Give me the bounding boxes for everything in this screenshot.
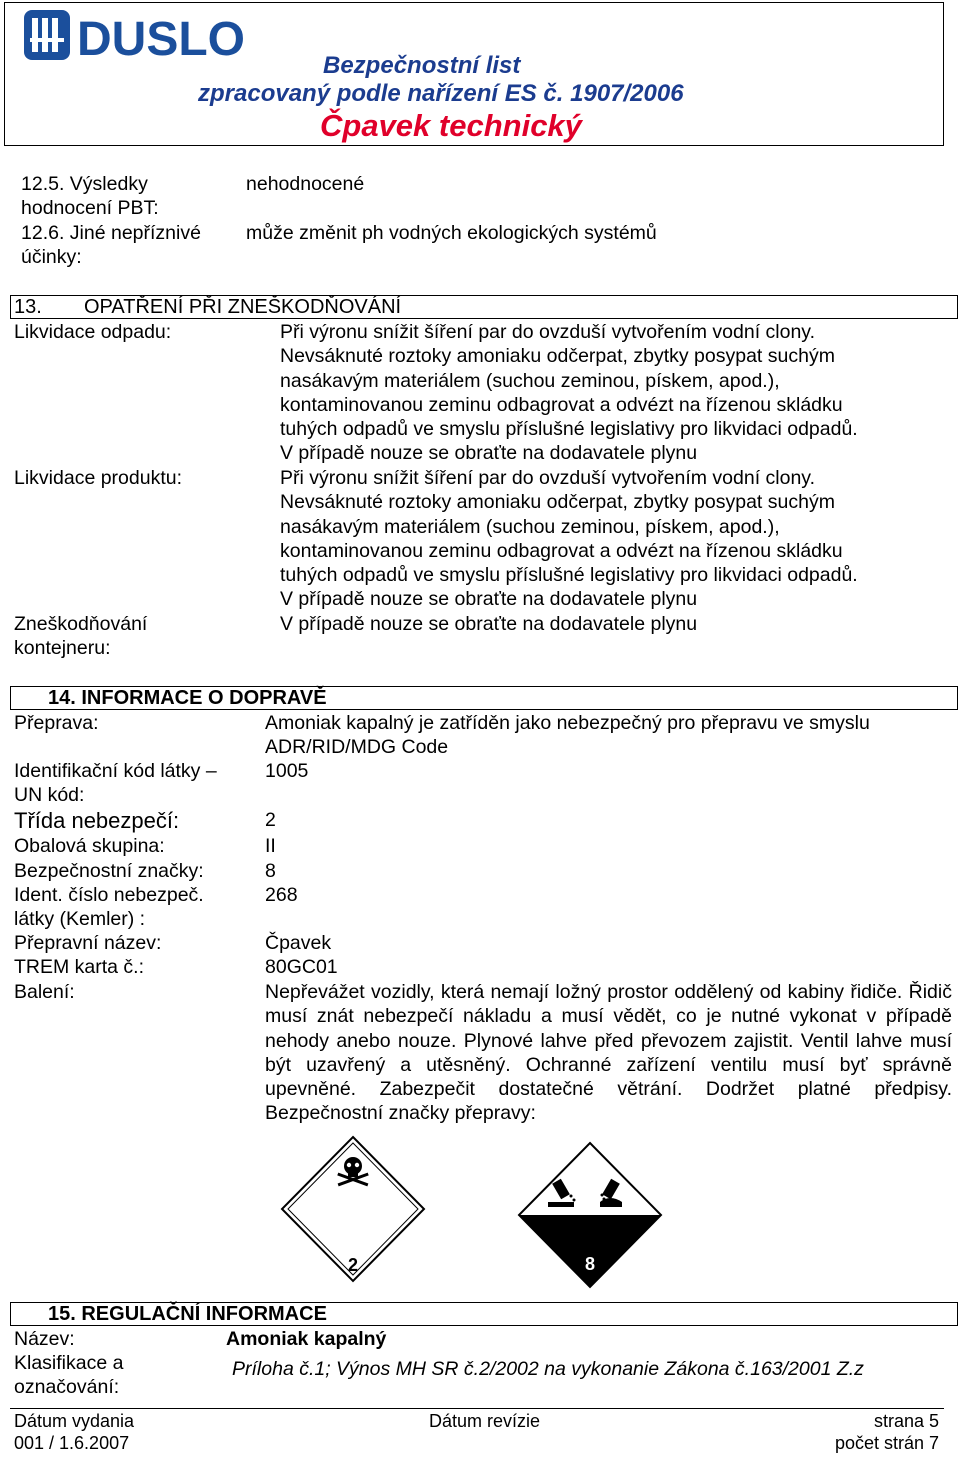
svg-text:DUSLO: DUSLO: [77, 13, 245, 66]
section-14-title: 14. INFORMACE O DOPRAVĚ: [48, 687, 327, 709]
transport-value-l2: ADR/RID/MDG Code: [265, 736, 449, 758]
transport-label: Přeprava:: [14, 712, 99, 734]
packing-text: Nepřevážet vozidly, která nemají ložný prostor oddělený od kabiny řidiče. Řidič musí znát nebezpečí nákladu a musí vědět, co je nutné vykonat v případě nehody anebo nouze. Plynové lahve před převozem zajistit. Ventil lahve musí být uzavřený a utěsněný. Ochranné zařízení ventilu musí byť správně upevněné. Zabezpečit dostatečné větrání. Dodržet platné předpisy. Bezpečnostní značky přepravy:: [265, 981, 952, 1125]
product-title: Čpavek technický: [320, 108, 582, 143]
waste-label: Likvidace odpadu:: [14, 321, 172, 343]
corrosive-label-icon: [516, 1140, 664, 1290]
product-line: Nevsáknuté roztoky amoniaku odčerpat, zbytky posypat suchým: [280, 491, 835, 514]
un-value: 1005: [265, 760, 309, 782]
toxic-gas-label-icon: [279, 1134, 427, 1284]
doc-subtitle: zpracovaný podle nařízení ES č. 1907/2006: [198, 80, 684, 107]
pbt-label-l2: hodnocení PBT:: [21, 197, 159, 219]
waste-line: kontaminovanou zeminu odbagrovat a odvézt na řízenou skládku: [280, 393, 843, 416]
other-effects-label-l2: účinky:: [21, 246, 82, 268]
classification-label-l1: Klasifikace a: [14, 1352, 124, 1374]
pbt-label-l1: 12.5. Výsledky: [21, 173, 148, 195]
product-line: V případě nouze se obraťte na dodavatele plynu: [280, 588, 698, 611]
section-15-title: 15. REGULAČNÍ INFORMACE: [48, 1303, 327, 1325]
issue-date-value: 001 / 1.6.2007: [14, 1433, 130, 1453]
other-effects-value: může změnit ph vodných ekologických systémů: [246, 222, 657, 244]
shipping-name-label: Přepravní název:: [14, 932, 162, 954]
duslo-logo: [22, 8, 245, 66]
waste-line: nasákavým materiálem (suchou zeminou, pískem, apod.),: [280, 369, 780, 392]
product-disposal-text: [280, 466, 858, 612]
container-label-l1: Zneškodňování: [14, 613, 148, 635]
trem-label: TREM karta č.:: [14, 956, 145, 978]
page-count: počet strán 7: [834, 1433, 939, 1453]
page-number: strana 5: [873, 1411, 939, 1431]
section-13-title: OPATŘENÍ PŘI ZNEŠKODŇOVÁNÍ: [84, 296, 402, 318]
waste-line: Při výronu snížit šíření par do ovzduší vytvořením vodní clony.: [280, 321, 816, 343]
safety-signs-value: 8: [265, 860, 276, 882]
kemler-value: 268: [265, 884, 298, 906]
container-label-l2: kontejneru:: [14, 637, 111, 659]
pbt-value: nehodnocené: [246, 173, 365, 195]
waste-text: [280, 320, 858, 466]
footer-rule: [10, 1408, 944, 1409]
transport-value-l1: Amoniak kapalný je zatříděn jako nebezpečný pro přepravu ve smyslu: [265, 712, 870, 734]
kemler-label-l1: Ident. číslo nebezpeč.: [14, 884, 204, 906]
hazard-class-label: Třída nebezpečí:: [14, 808, 180, 833]
product-line: nasákavým materiálem (suchou zeminou, pískem, apod.),: [280, 515, 780, 538]
classification-label-l2: označování:: [14, 1376, 120, 1398]
un-label-l2: UN kód:: [14, 784, 85, 806]
waste-line: tuhých odpadů ve smyslu příslušné legislativy pro likvidaci odpadů.: [280, 418, 858, 441]
name-value: Amoniak kapalný: [226, 1328, 387, 1350]
classification-value: Príloha č.1; Výnos MH SR č.2/2002 na vykonanie Zákona č.163/2001 Z.z: [232, 1358, 864, 1380]
section-13-number: 13.: [14, 296, 42, 318]
product-line: kontaminovanou zeminu odbagrovat a odvézt na řízenou skládku: [280, 539, 843, 562]
revision-date-label: Dátum revízie: [429, 1411, 541, 1431]
waste-line: V případě nouze se obraťte na dodavatele plynu: [280, 442, 698, 465]
un-label-l1: Identifikační kód látky –: [14, 760, 217, 782]
product-line: tuhých odpadů ve smyslu příslušné legislativy pro likvidaci odpadů.: [280, 564, 858, 587]
product-line: Při výronu snížit šíření par do ovzduší vytvořením vodní clony.: [280, 467, 816, 489]
issue-date-label: Dátum vydania: [14, 1411, 135, 1431]
trem-value: 80GC01: [265, 956, 338, 978]
name-label: Název:: [14, 1328, 75, 1350]
svg-text:8: 8: [584, 1254, 596, 1274]
shipping-name-value: Čpavek: [265, 932, 332, 954]
packing-label: Balení:: [14, 981, 75, 1003]
other-effects-label-l1: 12.6. Jiné nepříznivé: [21, 222, 201, 244]
container-value: V případě nouze se obraťte na dodavatele plynu: [280, 613, 698, 635]
packing-group-value: II: [265, 835, 276, 857]
svg-text:2: 2: [347, 1255, 359, 1275]
doc-title: Bezpečnostní list: [323, 52, 521, 79]
product-disposal-label: Likvidace produktu:: [14, 467, 183, 489]
safety-signs-label: Bezpečnostní značky:: [14, 860, 204, 882]
packing-group-label: Obalová skupina:: [14, 835, 165, 857]
hazard-class-value: 2: [265, 809, 276, 831]
kemler-label-l2: látky (Kemler) :: [14, 908, 146, 930]
waste-line: Nevsáknuté roztoky amoniaku odčerpat, zbytky posypat suchým: [280, 345, 835, 368]
